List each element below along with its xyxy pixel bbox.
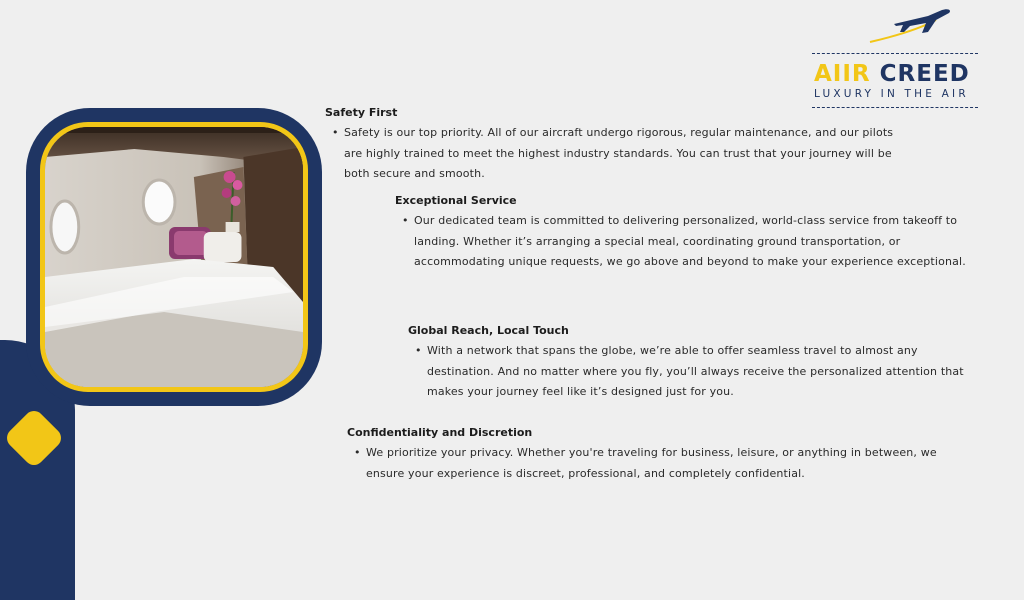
bullet-dot: • xyxy=(332,126,339,139)
section-text: We prioritize your privacy. Whether you're traveling for business, leisure, or anything in between, we ensure your experience is discreet, professional, and completely confidential. xyxy=(366,446,937,480)
logo-brand-main: CREED xyxy=(879,61,970,87)
list-item xyxy=(408,341,988,403)
section-heading: Exceptional Service xyxy=(395,194,517,207)
list-item xyxy=(347,443,937,484)
section-text: Safety is our top priority. All of our aircraft undergo rigorous, regular maintenance, and our pilots are highly trained to meet the highest industry standards. You can trust that your journey will be both secure and smooth. xyxy=(344,126,894,180)
logo-tagline: LUXURY IN THE AIR xyxy=(814,88,969,100)
cabin-photo-frame xyxy=(26,108,322,406)
cabin-photo xyxy=(40,122,308,392)
jet-cabin-bedroom-image xyxy=(45,127,303,387)
section-confidentiality xyxy=(347,426,937,484)
section-global-reach xyxy=(408,324,988,403)
logo-brand-name xyxy=(814,61,970,87)
section-exceptional-service xyxy=(395,194,985,273)
section-text: With a network that spans the globe, we’re able to offer seamless travel to almost any destination. And no matter where you fly, you’ll always receive the personalized attention that makes your journey feel like it’s designed just for you. xyxy=(427,344,964,398)
logo-top-divider xyxy=(812,53,978,54)
section-heading: Global Reach, Local Touch xyxy=(408,324,569,337)
section-heading: Confidentiality and Discretion xyxy=(347,426,533,439)
list-item xyxy=(395,211,985,273)
section-safety-first xyxy=(325,106,905,185)
section-text: Our dedicated team is committed to delivering personalized, world-class service from takeoff to landing. Whether it’s arranging a special meal, coordinating ground transportation, or accommodating unique requests, we go above and beyond to make your experience exceptional. xyxy=(414,214,966,268)
company-logo xyxy=(808,6,978,110)
airplane-icon xyxy=(866,6,954,46)
section-heading: Safety First xyxy=(325,106,398,119)
bullet-dot: • xyxy=(354,446,361,459)
bullet-dot: • xyxy=(415,344,422,357)
logo-brand-accent: AIIR xyxy=(814,61,871,87)
list-item xyxy=(325,123,905,185)
bullet-dot: • xyxy=(402,214,409,227)
